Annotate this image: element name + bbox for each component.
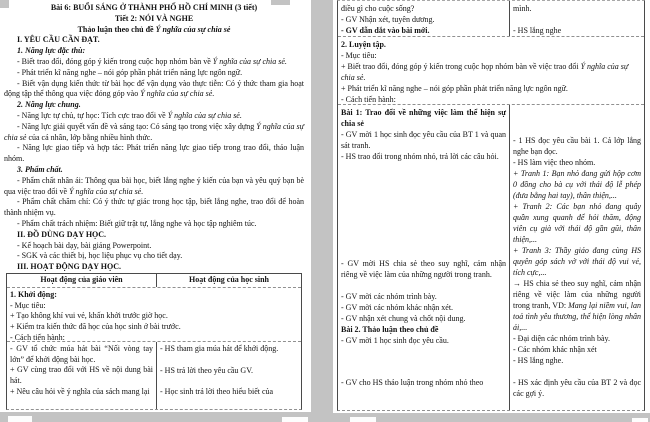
text-run: II. ĐỒ DÙNG DẠY HỌC. bbox=[17, 229, 107, 239]
right-page bbox=[333, 0, 650, 413]
text-run: - GV mời HS chia sẻ theo suy nghĩ, cảm nhận riêng về việc làm của những người trong tranh. bbox=[341, 259, 506, 279]
text-run: Mang lại niềm vui, lan toả tình yêu thương, thể hiện lòng nhân ái,... bbox=[513, 301, 641, 332]
teacher-activity-cell bbox=[338, 1, 509, 36]
paragraph bbox=[10, 311, 298, 322]
activity-table-left bbox=[6, 273, 302, 410]
paragraph bbox=[341, 3, 506, 14]
text-run: - Phẩm chất trách nhiệm: Biết giữ trật tự, lắng nghe và học tập nghiêm túc. bbox=[17, 218, 257, 228]
paragraph bbox=[341, 151, 506, 162]
paragraph bbox=[10, 290, 298, 301]
text-run: - Cách tiến hành: bbox=[10, 332, 65, 342]
text-run: - Biết vận dụng kiến thức từ bài học để vận dụng vào thực tiễn: Có ý thức tham gia hoạt động tập thể thông qua việc đóng góp vào bbox=[4, 78, 304, 99]
paragraph bbox=[160, 344, 298, 355]
text-run: - Học sinh trả lời theo hiểu biết của bbox=[160, 387, 274, 397]
text-run: - GV dẫn dắt vào bài mới. bbox=[341, 26, 430, 35]
paragraph bbox=[160, 366, 298, 377]
paragraph bbox=[4, 219, 304, 230]
paragraph bbox=[341, 335, 506, 346]
text-run: 3. Phẩm chất. bbox=[17, 164, 63, 174]
text-run: 2. Luyện tập. bbox=[341, 40, 386, 49]
text-run: Ý nghĩa của sự chia sẻ. bbox=[167, 110, 242, 120]
text-run: - GV mời các nhóm trình bày. bbox=[341, 292, 437, 301]
paragraph bbox=[513, 377, 641, 399]
page-corner-notch bbox=[271, 0, 290, 5]
text-run: + Biết trao đổi, đóng góp ý kiến trong cuộc họp nhóm bàn về việc trao đổi bbox=[341, 62, 581, 71]
title-line bbox=[4, 3, 304, 14]
spacer bbox=[341, 280, 506, 291]
text-run: + Phát triển kĩ năng nghe – nói góp phần phát triển năng lực ngôn ngữ. bbox=[341, 84, 568, 93]
next-page-corner bbox=[350, 417, 376, 422]
text-run: III. HOẠT ĐỘNG DẠY HỌC. bbox=[17, 262, 122, 272]
text-run: - GV mời 1 học sinh đọc yêu cầu của BT 1 và quan sát tranh. bbox=[341, 130, 506, 150]
text-run: Bài 2. Thảo luận theo chủ đề bbox=[341, 325, 439, 334]
text-run: + Nêu câu hỏi về ý nghĩa của sách mang lại bbox=[10, 386, 150, 396]
text-run: I. YÊU CẦU CẦN ĐẠT. bbox=[17, 35, 100, 45]
spacer bbox=[513, 366, 641, 377]
paragraph bbox=[4, 100, 304, 111]
paragraph bbox=[4, 68, 304, 79]
paragraph bbox=[341, 291, 506, 302]
paragraph bbox=[341, 39, 641, 50]
paragraph bbox=[513, 344, 641, 355]
text-run: - Phẩm chất chăm chỉ: Có ý thức tự giác trong học tập, biết lắng nghe, trao đổi để hoàn thành nhiệm vụ. bbox=[4, 197, 304, 218]
text-run: - Năng lực giải quyết vấn đề và sáng tạo: Có sáng tạo trong việc xây dựng bbox=[17, 121, 257, 131]
paragraph bbox=[341, 129, 506, 151]
paragraph bbox=[513, 245, 641, 278]
paragraph bbox=[4, 165, 304, 176]
text-run: - Mục tiêu: bbox=[341, 51, 377, 60]
text-run: - GV nhận xét chung và chốt nội dung. bbox=[341, 314, 466, 323]
title-line bbox=[4, 25, 304, 36]
spacer bbox=[513, 107, 641, 135]
page-corner-notch bbox=[0, 0, 9, 8]
paragraph bbox=[513, 168, 641, 201]
paragraph bbox=[341, 302, 506, 313]
text-run: - GV Nhận xét, tuyên dương. bbox=[341, 15, 435, 24]
paragraph bbox=[10, 365, 153, 387]
text-run: - Năng lực tự chủ, tự học: Tích cực trao đổi về bbox=[17, 110, 168, 120]
text-run: - HS lắng nghe bbox=[513, 26, 562, 35]
paragraph bbox=[10, 333, 298, 342]
text-run: - Phẩm chất nhân ái: Thông qua bài học, biết lắng nghe ý kiến của bạn và yêu quý bạn bè qua việc trao đổi về bbox=[4, 175, 304, 196]
paragraph bbox=[513, 201, 641, 245]
text-run: - HS trao đổi trong nhóm nhỏ, trả lời các câu hỏi. bbox=[341, 152, 499, 161]
paragraph bbox=[4, 251, 304, 262]
paragraph bbox=[513, 355, 641, 366]
paragraph bbox=[4, 262, 304, 273]
paragraph bbox=[341, 61, 641, 83]
text-run: HS chia sẻ theo suy nghĩ, cảm nhận riêng về việc làm của những người trong tranh, VD: bbox=[513, 279, 642, 310]
paragraph bbox=[341, 50, 641, 61]
table-header-row bbox=[7, 274, 301, 288]
paragraph bbox=[4, 46, 304, 57]
text-run: + Tranh 3: Thầy giáo đang cùng HS quyên góp sách vở với thái độ vui vẻ, tích cực,... bbox=[513, 246, 641, 277]
text-run: - HS trả lời theo yêu cầu GV. bbox=[160, 365, 253, 375]
table-row-merged bbox=[7, 288, 301, 342]
teacher-activity-cell bbox=[7, 342, 156, 409]
student-column-header: Hoạt động của học sinh bbox=[156, 274, 301, 287]
spacer bbox=[160, 355, 298, 366]
spacer bbox=[341, 346, 506, 377]
text-run: Bài 6: BUỔI SÁNG Ở THÀNH PHỐ HỒ CHÍ MINH (3 tiết) bbox=[50, 3, 258, 12]
text-run: Ý nghĩa của sự chia sẻ bbox=[4, 121, 304, 142]
paragraph bbox=[4, 79, 304, 101]
paragraph bbox=[513, 157, 641, 168]
paragraph bbox=[513, 25, 641, 36]
text-run: - Đại diện các nhóm trình bày. bbox=[513, 334, 611, 343]
paragraph bbox=[4, 230, 304, 241]
text-run: - SGK và các thiết bị, học liệu phục vụ cho tiết dạy. bbox=[17, 251, 183, 261]
paragraph bbox=[10, 301, 298, 312]
student-activity-cell bbox=[509, 1, 644, 36]
paragraph bbox=[4, 111, 304, 122]
text-run: - HS xác định yêu cầu của BT 2 và đọc các gợi ý. bbox=[513, 378, 641, 398]
student-activity-cell bbox=[509, 105, 644, 410]
text-run: - HS tham gia múa hát để khởi động. bbox=[160, 343, 279, 353]
table-row bbox=[7, 342, 301, 409]
text-run: Ý nghĩa của sự chia sẻ bbox=[155, 24, 231, 34]
paragraph bbox=[341, 258, 506, 280]
paragraph bbox=[4, 176, 304, 198]
activity-table-right bbox=[337, 0, 645, 411]
paragraph bbox=[10, 387, 153, 398]
paragraph bbox=[341, 94, 641, 105]
next-page-corner bbox=[632, 418, 648, 422]
text-run: - HS làm việc theo nhóm. bbox=[513, 158, 596, 167]
paragraph bbox=[4, 241, 304, 252]
paragraph bbox=[513, 278, 641, 333]
text-run: - GV cho HS thảo luận trong nhóm nhỏ theo bbox=[341, 378, 484, 387]
paragraph bbox=[4, 143, 304, 165]
text-run: - Phát triển kĩ năng nghe – nói góp phần phát triển năng lực ngôn ngữ. bbox=[17, 67, 243, 77]
next-page-corner bbox=[282, 417, 308, 422]
text-run: - HS lắng nghe. bbox=[513, 356, 564, 365]
text-run: - Mục tiêu: bbox=[10, 300, 46, 310]
text-run: mình. bbox=[513, 4, 532, 13]
text-run: 1. Khởi động: bbox=[10, 289, 57, 299]
paragraph bbox=[341, 377, 506, 388]
text-run: - GV tổ chức múa hát bài “Nối vòng tay lớn” để khởi động bài học. bbox=[10, 343, 153, 364]
text-run: + Tạo không khí vui vẻ, khấn khởi trước giờ học. bbox=[10, 311, 168, 321]
paragraph bbox=[10, 344, 153, 366]
lesson-intro-section bbox=[4, 3, 304, 273]
text-run: - Năng lực giao tiếp và hợp tác: Phát triển năng lực giao tiếp trong trao đổi, thảo luận nhóm. bbox=[4, 143, 304, 164]
text-run: - Biết trao đổi, đóng góp ý kiến trong cuộc họp nhóm bàn về bbox=[17, 56, 213, 66]
paragraph bbox=[513, 333, 641, 344]
spacer bbox=[160, 376, 298, 387]
text-run: Ý nghĩa của sự chia sẻ. bbox=[140, 89, 215, 99]
spacer bbox=[513, 14, 641, 25]
paragraph bbox=[341, 14, 506, 25]
teacher-activity-cell bbox=[338, 105, 509, 410]
paragraph bbox=[513, 135, 641, 157]
paragraph bbox=[341, 313, 506, 324]
paragraph bbox=[4, 197, 304, 219]
text-run: → bbox=[513, 279, 524, 288]
student-activity-cell bbox=[156, 342, 301, 409]
text-run: Bài 1: Trao đổi về những việc làm thể hiện sự chia sẻ bbox=[341, 108, 506, 128]
paragraph bbox=[341, 324, 506, 335]
text-run: - 1 HS đọc yêu cầu bài 1. Cả lớp lắng nghe bạn đọc. bbox=[513, 136, 641, 156]
text-run: Ý nghĩa của sự chia sẻ. bbox=[212, 56, 287, 66]
spacer bbox=[341, 162, 506, 258]
text-run: Thảo luận theo chủ đề bbox=[77, 24, 156, 34]
text-run: điều gì cho cuộc sống? bbox=[341, 4, 415, 13]
paragraph bbox=[341, 107, 506, 129]
text-run: - GV mời các nhóm khác nhận xét. bbox=[341, 303, 454, 312]
paragraph bbox=[4, 122, 304, 144]
text-run: - Cách tiến hành: bbox=[341, 95, 396, 104]
text-run: + GV cùng trao đổi với HS về nội dung bài hát. bbox=[10, 365, 153, 386]
title-line bbox=[4, 14, 304, 25]
left-page bbox=[0, 0, 311, 412]
paragraph bbox=[341, 25, 506, 36]
table-row bbox=[338, 1, 644, 37]
paragraph bbox=[160, 387, 298, 398]
table-row bbox=[338, 105, 644, 410]
table-row-merged bbox=[338, 37, 644, 105]
text-run: 2. Năng lực chung. bbox=[17, 100, 81, 110]
text-run: Ý nghĩa của sự chia sẻ. bbox=[69, 186, 144, 196]
text-run: - Kế hoạch bài dạy, bài giảng Powerpoint. bbox=[17, 240, 152, 250]
text-run: + Tranh 1: Bạn nhỏ đang gửi hộp cơm 0 đồng cho bà cụ với thái độ lễ phép (đưa bằng hai tay), thân thiện,... bbox=[513, 169, 641, 200]
paragraph bbox=[4, 57, 304, 68]
text-run: Ý nghĩa của sự chia sẻ. bbox=[341, 62, 629, 82]
paragraph bbox=[341, 83, 641, 94]
text-run: - Các nhóm khác nhận xét bbox=[513, 345, 597, 354]
text-run: 1. Năng lực đặc thù: bbox=[17, 46, 86, 56]
text-run: + Tranh 2: Các bạn nhỏ đang quây quần xung quanh để hỏi thăm, động viên cụ già với thái độ gần gũi, thân thiện,... bbox=[513, 202, 641, 244]
paragraph bbox=[10, 322, 298, 333]
text-run: của cá nhân, lớp bằng nhiều hình thức. bbox=[26, 132, 153, 142]
paragraph bbox=[4, 35, 304, 46]
text-run: + Kiểm tra kiến thức đã học của học sinh ở bài trước. bbox=[10, 322, 181, 332]
paragraph bbox=[513, 3, 641, 14]
text-run: - GV mời 1 học sinh đọc yêu cầu. bbox=[341, 336, 449, 345]
text-run: Tiết 2: NÓI VÀ NGHE bbox=[114, 13, 194, 23]
next-page-corner bbox=[8, 416, 32, 422]
teacher-column-header: Hoạt động của giáo viên bbox=[40, 274, 123, 284]
